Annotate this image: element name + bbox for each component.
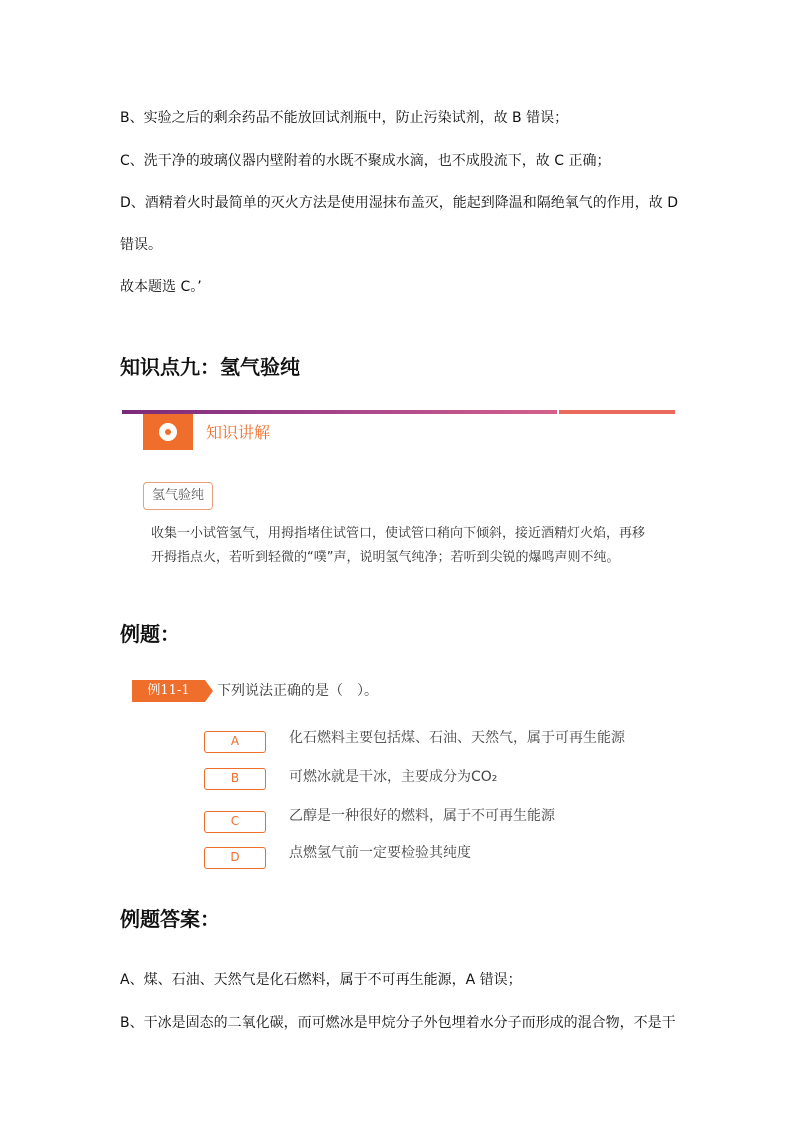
answer-line-d-cont: 错误。 <box>120 237 162 253</box>
knowledge-line-1: 收集一小试管氢气，用拇指堵住试管口，使试管口稍向下倾斜，接近酒精灯火焰，再移 <box>151 526 646 541</box>
option-c-text: 乙醇是一种很好的燃料，属于不可再生能源 <box>289 808 555 824</box>
answer-conclusion: 故本题选 C。’ <box>120 279 202 295</box>
knowledge-tag: 氢气验纯 <box>143 482 213 510</box>
option-c-label: C <box>204 811 266 833</box>
example-badge: 例11-1 <box>132 680 205 702</box>
heart-icon <box>143 414 193 450</box>
answer-heading: 例题答案： <box>120 907 220 931</box>
answer-line-b: B、实验之后的剩余药品不能放回试剂瓶中，防止污染试剂，故 B 错误； <box>120 110 569 126</box>
example-question: 下列说法正确的是（ ）。 <box>217 683 378 699</box>
option-b-label: B <box>204 768 266 790</box>
knowledge-header: 知识讲解 <box>206 423 271 442</box>
answer-line-c: C、洗干净的玻璃仪器内壁附着的水既不聚成水滴，也不成股流下，故 C 正确； <box>120 153 611 169</box>
section-title: 知识点九：氢气验纯 <box>120 355 300 379</box>
example-answer-b: B、干冰是固态的二氧化碳，而可燃冰是甲烷分子外包埋着水分子而形成的混合物，不是干 <box>120 1015 676 1031</box>
option-b-text: 可燃冰就是干冰，主要成分为CO₂ <box>289 769 498 785</box>
option-a-text: 化石燃料主要包括煤、石油、天然气，属于可再生能源 <box>289 730 625 746</box>
answer-line-d: D、酒精着火时最简单的灭火方法是使用湿抹布盖灭，能起到降温和隔绝氧气的作用，故 D <box>120 195 679 211</box>
option-d-text: 点燃氢气前一定要检验其纯度 <box>289 845 471 861</box>
knowledge-top-bar <box>122 410 675 414</box>
knowledge-line-2: 开拇指点火，若听到轻微的“噗”声，说明氢气纯净；若听到尖锐的爆鸣声则不纯。 <box>151 550 620 565</box>
example-answer-a: A、煤、石油、天然气是化石燃料，属于不可再生能源，A 错误； <box>120 972 522 988</box>
option-a-label: A <box>204 731 266 753</box>
option-d-label: D <box>204 847 266 869</box>
example-heading: 例题： <box>120 622 180 646</box>
